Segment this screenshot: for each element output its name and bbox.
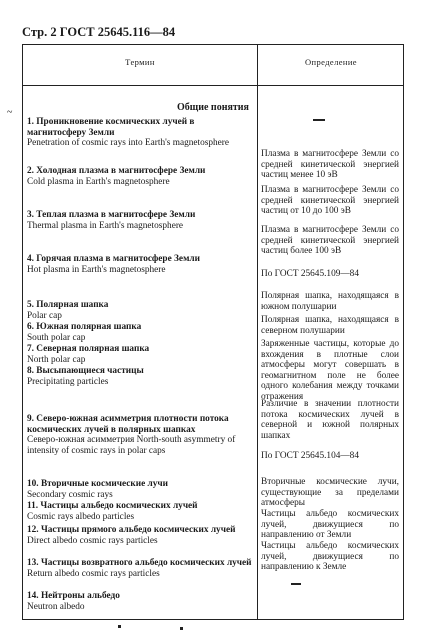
term-entry-3: 3. Теплая плазма в магнитосфере Земли Thermal plasma in Earth's magnetosphere bbox=[27, 210, 196, 231]
term-entry-11: 11. Частицы альбедо космических лучей Cosmic rays albedo particles bbox=[27, 501, 198, 522]
definition-4: Плазма в магнитосфере Земли со средней кинетической энергией частиц более 100 эВ bbox=[261, 225, 399, 256]
definition-5: По ГОСТ 25645.109—84 bbox=[261, 269, 359, 279]
term-entry-7: 7. Северная полярная шапка North polar cap bbox=[27, 344, 150, 365]
definition-6: Полярная шапка, находящаяся в южном полушарии bbox=[261, 291, 399, 312]
term-entry-9: 9. Северо-южная асимметрия плотности потока космических лучей в полярных шапках Северо-южная асимметрия North-south asymmetry of intensity of cosmic rays in polar caps bbox=[27, 414, 236, 456]
term-entry-6: 6. Южная полярная шапка South polar cap bbox=[27, 322, 142, 343]
definition-2: Плазма в магнитосфере Земли со средней кинетической энергией частиц менее 10 эВ bbox=[261, 149, 399, 180]
term-entry-1: 1. Проникновение космических лучей в магнитосферу Земли Penetration of cosmic rays into Earth's magnetosphere bbox=[27, 117, 230, 148]
definition-8: Заряженные частицы, которые до вхождения в плотные слои атмосферы могут совершать в геомагнитном поле не более одного колебания между точками отражения bbox=[261, 339, 399, 402]
term-entry-5: 5. Полярная шапка Polar cap bbox=[27, 300, 109, 321]
term-entry-14: 14. Нейтроны альбедо Neutron albedo bbox=[27, 591, 120, 612]
empty-definition-dash bbox=[313, 119, 325, 121]
definition-11: Вторичные космические лучи, существующие за пределами атмосферы bbox=[261, 477, 399, 508]
term-entry-10: 10. Вторичные космические лучи Secondary cosmic rays bbox=[27, 479, 169, 500]
definition-3: Плазма в магнитосфере Земли со средней кинетической энергией частиц от 10 до 100 эВ bbox=[261, 185, 399, 216]
definition-7: Полярная шапка, находящаяся в северном полушарии bbox=[261, 315, 399, 336]
terms-table bbox=[7, 44, 404, 620]
margin-mark: ~ bbox=[7, 107, 13, 118]
column-divider bbox=[257, 45, 258, 619]
definition-13: Частицы альбедо космических лучей, движущиеся по направлению к Земле bbox=[261, 541, 399, 572]
column-header-definition: Определение bbox=[305, 57, 357, 67]
term-entry-12: 12. Частицы прямого альбедо космических лучей Direct albedo cosmic rays particles bbox=[27, 525, 236, 546]
page-header: Стр. 2 ГОСТ 25645.116—84 bbox=[22, 25, 176, 39]
definition-12: Частицы альбедо космических лучей, движущиеся по направлению от Земли bbox=[261, 509, 399, 540]
empty-definition-dash bbox=[291, 583, 301, 585]
bottom-mark bbox=[180, 627, 183, 630]
definition-10: По ГОСТ 25645.104—84 bbox=[261, 451, 359, 461]
term-entry-8: 8. Высыпающиеся частицы Precipitating particles bbox=[27, 366, 144, 387]
term-entry-13: 13. Частицы возвратного альбедо космических лучей Return albedo cosmic rays particles bbox=[27, 558, 252, 579]
term-entry-2: 2. Холодная плазма в магнитосфере Земли Cold plasma in Earth's magnetosphere bbox=[27, 166, 206, 187]
bottom-mark bbox=[118, 625, 121, 628]
definition-9: Различие в значении плотности потока космических лучей в северной и южной полярных шапках bbox=[261, 399, 399, 441]
term-entry-4: 4. Горячая плазма в магнитосфере Земли Hot plasma in Earth's magnetosphere bbox=[27, 254, 200, 275]
column-header-term: Термин bbox=[125, 57, 155, 67]
section-title: Общие понятия bbox=[177, 102, 249, 113]
header-divider bbox=[23, 85, 403, 86]
